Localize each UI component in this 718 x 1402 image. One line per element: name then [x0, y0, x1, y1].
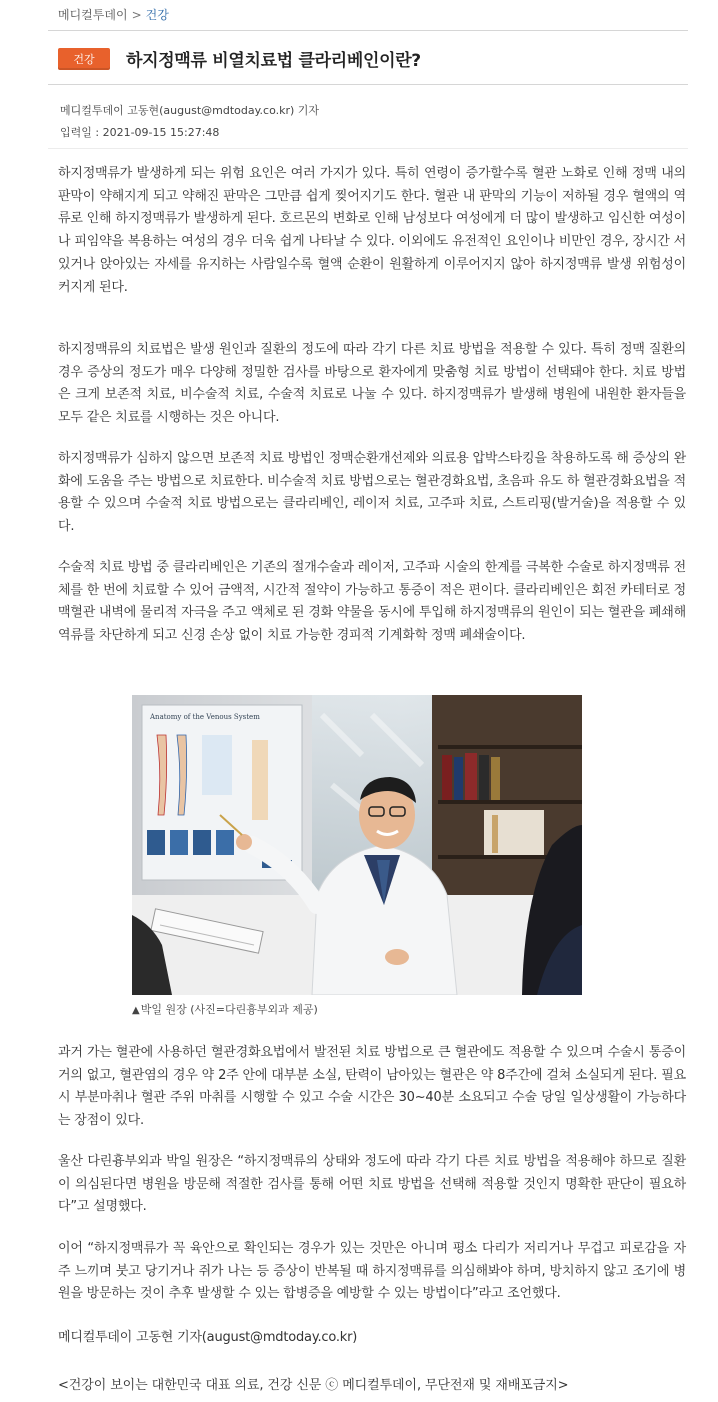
paragraph-7: 이어 “하지정맥류가 꼭 육안으로 확인되는 경우가 있는 것만은 아니며 평소 다리가 저리거나 무겁고 피로감을 자주 느끼며 붓고 당기거나 쥐가 나는 등 증상이 반복될 때 하지정맥류를 의심해봐야 하며, 방치하지 않고 조기에 병원을 방문하는 것이 추후 발생할 수 있는 합병증을 예방할 수 있는 방법이다”라고 조언했다.	[58, 1241, 686, 1302]
breadcrumb-current-link[interactable]: 건강	[145, 8, 169, 22]
breadcrumb-separator: >	[131, 8, 142, 22]
photo-caption	[132, 1001, 318, 1017]
paragraph-4: 수술적 치료 방법 중 클라리베인은 기존의 절개수술과 레이저, 고주파 시술의 한계를 극복한 수술로 하지정맥류 전체를 한 번에 치료할 수 있어 금액적, 시간적 절약이 가능하고 통증이 적은 편이다. 클라리베인은 회전 카테터로 정맥혈관 내벽에 물리적 자극을 주고 액체로 된 경화 약물을 동시에 투입해 하지정맥류의 원인이 되는 혈관을 폐쇄해 역류를 차단하게 되고 신경 손상 없이 치료 가능한 경피적 기계화학 정맥 폐쇄술이다.	[58, 560, 686, 644]
copyright-notice: <건강이 보이는 대한민국 대표 의료, 건강 신문 ⓒ 메디컬투데이, 무단전재 및 재배포금지>	[58, 1378, 569, 1393]
caption-triangle-icon: ▲	[132, 1005, 140, 1016]
poster-title-text: Anatomy of the Venous System	[150, 713, 260, 721]
article-signature: 메디컬투데이 고동현 기자(august@mdtoday.co.kr)	[58, 1330, 358, 1345]
header-divider	[48, 84, 688, 85]
top-divider	[48, 30, 688, 31]
article-photo	[132, 695, 582, 995]
caption-text: 박일 원장 (사진=다린흉부외과 제공)	[140, 1003, 318, 1016]
paragraph-3: 하지정맥류가 심하지 않으면 보존적 치료 방법인 정맥순환개선제와 의료용 압박스타킹을 착용하도록 해 증상의 완화에 도움을 주는 방법으로 치료한다. 비수술적 치료 방법으로는 혈관경화요법, 초음파 유도 하 혈관경화요법을 적용할 수 있으며 수술적 치료 방법으로는 클라리베인, 레이저 치료, 고주파 치료, 스트리핑(발거술)을 적용할 수 있다.	[58, 451, 687, 535]
category-badge[interactable]: 건강	[58, 48, 110, 70]
article-title: 하지정맥류 비열치료법 클라리베인이란?	[126, 51, 421, 71]
paragraph-2: 하지정맥류의 치료법은 발생 원인과 질환의 정도에 따라 각기 다른 치료 방법을 적용할 수 있다. 특히 정맥 질환의 경우 증상의 정도가 매우 다양해 정밀한 검사를 바탕으로 환자에게 맞춤형 치료 방법이 선택돼야 한다. 치료 방법은 크게 보존적 치료, 비수술적 치료, 수술적 치료로 나눌 수 있다. 하지정맥류가 발생해 병원에 내원한 환자들을 모두 같은 치료를 시행하는 것은 아니다.	[58, 342, 686, 426]
breadcrumb	[58, 6, 169, 23]
doctor-consultation-photo	[132, 695, 582, 995]
paragraph-1: 하지정맥류가 발생하게 되는 위험 요인은 여러 가지가 있다. 특히 연령이 증가할수록 혈관 노화로 인해 정맥 내의 판막이 약해지게 되고 약해진 판막은 그만큼 쉽게 찢어지기도 한다. 혈관 내 판막의 기능이 저하될 경우 혈액의 역류로 인해 하지정맥류가 발생하게 된다. 호르몬의 변화로 인해 남성보다 여성에게 더 많이 발생하고 임신한 여성이나 피임약을 복용하는 여성의 경우 더욱 쉽게 나타날 수 있다. 이외에도 유전적인 요인이나 비만인 경우, 장시간 서 있거나 앉아있는 자세를 유지하는 사람일수록 혈액 순환이 원활하게 이루어지지 않아 하지정맥류 발생 위험성이 커지게 된다.	[58, 166, 686, 295]
paragraph-6: 울산 다린흉부외과 박일 원장은 “하지정맥류의 상태와 정도에 따라 각기 다른 치료 방법을 적용해야 하므로 질환이 의심된다면 병원을 방문해 적절한 검사를 통해 어떤 치료 방법을 선택해 적용할 것인지 명확한 판단이 필요하다”고 설명했다.	[58, 1154, 686, 1215]
meta-divider	[48, 148, 688, 149]
article-header	[58, 46, 421, 71]
article-meta	[60, 100, 319, 144]
paragraph-5: 과거 가는 혈관에 사용하던 혈관경화요법에서 발전된 치료 방법으로 큰 혈관에도 적용할 수 있으며 수술시 통증이 거의 없고, 혈관염의 경우 약 2주 안에 대부분 소실, 탄력이 남아있는 혈관은 약 8주간에 걸쳐 소실되게 된다. 필요시 부분마취나 혈관 주위 마취를 시행할 수 있고 수술 시간은 30~40분 소요되고 수술 당일 일상생활이 가능하다는 장점이 있다.	[58, 1045, 686, 1129]
publish-date: 입력일 : 2021-09-15 15:27:48	[60, 126, 220, 139]
breadcrumb-home-link[interactable]: 메디컬투데이	[58, 8, 128, 22]
byline: 메디컬투데이 고동현(august@mdtoday.co.kr) 기자	[60, 104, 320, 117]
